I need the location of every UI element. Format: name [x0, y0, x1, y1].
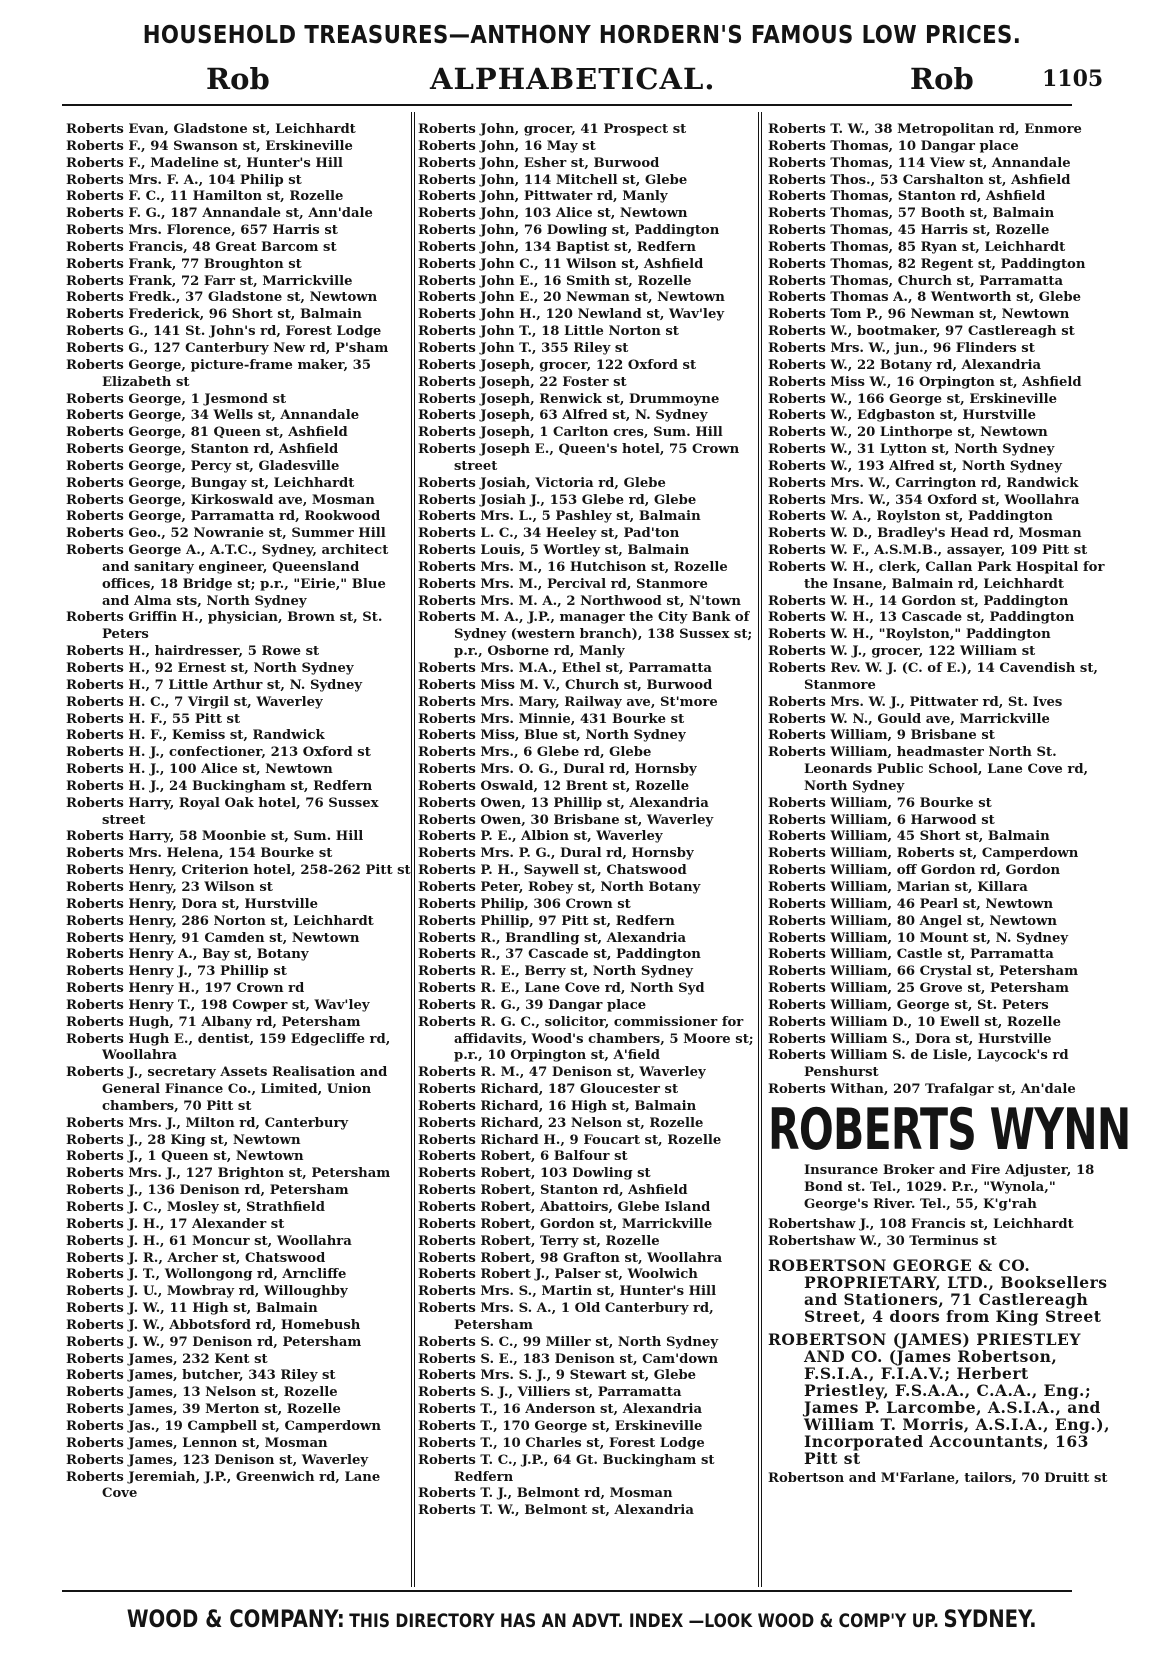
top-banner: HOUSEHOLD TREASURES—ANTHONY HORDERN'S FAMOUS LOW PRICES.	[142, 20, 1022, 49]
directory-entry: Roberts Mrs. W. J., Pittwater rd, St. Ives	[768, 694, 1063, 710]
footer-company: WOOD & COMPANY:	[127, 1605, 345, 1633]
directory-entry: Roberts Richard, 187 Gloucester st	[418, 1082, 679, 1098]
directory-entry: Roberts Philip, 306 Crown st	[418, 896, 631, 912]
directory-entry: Roberts Mrs. M., 16 Hutchison st, Rozelle	[418, 559, 728, 575]
directory-entry: Roberts H. J., 24 Buckingham st, Redfern	[66, 778, 373, 794]
directory-entry: Roberts Josiah J., 153 Glebe rd, Glebe	[418, 492, 697, 508]
directory-entry: Roberts H. J., confectioner, 213 Oxford st	[66, 745, 371, 761]
directory-entry: Roberts George, Bungay st, Leichhardt	[66, 475, 355, 491]
directory-entry: Roberts Geo., 52 Nowranie st, Summer Hill	[66, 526, 386, 542]
directory-entry: Roberts T. J., Belmont rd, Mosman	[418, 1486, 673, 1502]
directory-entry: Roberts Mrs. W., 354 Oxford st, Woollahra	[768, 492, 1080, 508]
footer-rule	[62, 1590, 1072, 1592]
directory-entry: Roberts James, Lennon st, Mosman	[66, 1435, 328, 1451]
directory-entry: Roberts Mrs. M., Percival rd, Stanmore	[418, 576, 708, 592]
directory-entry: Roberts J., 136 Denison rd, Petersham	[66, 1183, 349, 1199]
column-rule-1	[411, 112, 412, 1587]
directory-entry: Roberts J., 1 Queen st, Newtown	[66, 1149, 304, 1165]
directory-entry: Roberts Mrs. Florence, 657 Harris st	[66, 223, 338, 239]
directory-entry: Roberts William, headmaster North St. Leonards Public School, Lane Cove rd, North Sydney	[768, 745, 1089, 794]
column-rule-3	[758, 112, 759, 1587]
directory-entry: Roberts W. A., Roylston st, Paddington	[768, 509, 1053, 525]
directory-entry: Roberts W., bootmaker, 97 Castlereagh st	[768, 324, 1075, 340]
directory-entry: Roberts John, Pittwater rd, Manly	[418, 189, 668, 205]
directory-entry: Roberts T., 16 Anderson st, Alexandria	[418, 1402, 703, 1418]
directory-entry: Roberts Mrs. Minnie, 431 Bourke st	[418, 711, 685, 727]
directory-entry: Roberts W., Edgbaston st, Hurstville	[768, 408, 1036, 424]
column-3-entries	[768, 122, 1118, 1099]
footer	[0, 1605, 1164, 1633]
footer-middle: THIS DIRECTORY HAS AN ADVT. INDEX —LOOK WOOD & COMP'Y UP.	[349, 1610, 940, 1632]
directory-entry: Robertshaw W., 30 Terminus st	[768, 1234, 997, 1250]
directory-entry: Roberts Griffin H., physician, Brown st, St. Peters	[66, 610, 383, 643]
directory-entry: Roberts Tom P., 96 Newman st, Newtown	[768, 307, 1070, 323]
directory-entry: Roberts Thomas, 82 Regent st, Paddington	[768, 256, 1086, 272]
column-3-entries-final	[768, 1471, 1118, 1488]
directory-entry: Roberts M. A., J.P., manager the City Bank of Sydney (western branch), 138 Sussex st; p.r., Osborne rd, Manly	[418, 610, 753, 660]
directory-entry: Roberts W. N., Gould ave, Marrickville	[768, 711, 1050, 727]
directory-entry: Roberts Mrs. W., jun., 96 Flinders st	[768, 340, 1035, 356]
ad-roberts-wynn-title: ROBERTS WYNN	[768, 1096, 1131, 1163]
directory-entry: Roberts Phillip, 97 Pitt st, Redfern	[418, 913, 675, 929]
directory-entry: Roberts H., 92 Ernest st, North Sydney	[66, 661, 354, 676]
directory-entry: Roberts Francis, 48 Great Barcom st	[66, 239, 337, 255]
directory-entry: Roberts Richard, 23 Nelson st, Rozelle	[418, 1115, 704, 1131]
directory-entry: Roberts William, 25 Grove st, Petersham	[768, 981, 1069, 997]
directory-entry: Roberts Mrs. M. A., 2 Northwood st, N'town	[418, 593, 741, 609]
header-rule	[62, 104, 1072, 106]
directory-entry: Roberts S. C., 99 Miller st, North Sydney	[418, 1334, 719, 1350]
directory-entry: Roberts Frank, 72 Farr st, Marrickville	[66, 273, 353, 289]
directory-entry: Roberts Fredk., 37 Gladstone st, Newtown	[66, 290, 378, 306]
directory-entry: Roberts Mrs. S. J., 9 Stewart st, Glebe	[418, 1368, 697, 1384]
directory-entry: Roberts Joseph, 22 Foster st	[418, 374, 627, 390]
directory-entry: Roberts Owen, 13 Phillip st, Alexandria	[418, 795, 709, 811]
directory-entry: Roberts Evan, Gladstone st, Leichhardt	[66, 122, 356, 137]
directory-entry: Roberts William, Roberts st, Camperdown	[768, 846, 1079, 862]
directory-entry: Roberts John T., 355 Riley st	[418, 340, 629, 356]
directory-entry: Roberts W. H., 13 Cascade st, Paddington	[768, 610, 1075, 626]
directory-entry: Roberts George, Percy st, Gladesville	[66, 458, 340, 474]
directory-entry: Roberts F. G., 187 Annandale st, Ann'dale	[66, 206, 373, 222]
ad-robertson-james: ROBERTSON (JAMES) PRIESTLEY AND CO. (James Robertson, F.S.I.A., F.I.A.V.; Herbert Priestley, F.S.A.A., C.A.A., Eng.; James P. Larcombe, A.S.I.A., and William T. Morris, A.S.I.A., Eng.), Incorporated Accountants, 163 Pitt st	[768, 1330, 1110, 1469]
directory-entry: Roberts Mrs. Mary, Railway ave, St'more	[418, 694, 718, 710]
directory-entry: Roberts Henry, 286 Norton st, Leichhardt	[66, 913, 374, 929]
directory-entry: Roberts Joseph, Renwick st, Drummoyne	[418, 391, 720, 407]
directory-entry: Roberts T. W., Belmont st, Alexandria	[418, 1503, 694, 1519]
directory-entry: Roberts Josiah, Victoria rd, Glebe	[418, 475, 666, 491]
directory-entry: Roberts F., 94 Swanson st, Erskineville	[66, 138, 353, 154]
directory-entry: Roberts R. E., Lane Cove rd, North Syd	[418, 981, 705, 997]
directory-entry: Roberts John, 114 Mitchell st, Glebe	[418, 172, 688, 188]
directory-entry: Roberts Thomas A., 8 Wentworth st, Glebe	[768, 290, 1082, 306]
directory-entry: Roberts William, 46 Pearl st, Newtown	[768, 896, 1054, 912]
directory-entry: Roberts John T., 18 Little Norton st	[418, 324, 679, 340]
directory-entry: Roberts Robert, Gordon st, Marrickville	[418, 1216, 713, 1232]
directory-entry: Roberts T. W., 38 Metropolitan rd, Enmore	[768, 122, 1082, 137]
directory-entry: Roberts R., Brandling st, Alexandria	[418, 930, 687, 946]
directory-entry: Roberts J. C., Mosley st, Strathfield	[66, 1200, 326, 1215]
directory-entry: Roberts William, 45 Short st, Balmain	[768, 829, 1050, 845]
directory-entry: Roberts Richard H., 9 Foucart st, Rozelle	[418, 1132, 722, 1148]
directory-entry: Robertshaw J., 108 Francis st, Leichhardt	[768, 1217, 1074, 1233]
directory-entry: Roberts W., 193 Alfred st, North Sydney	[768, 458, 1062, 474]
directory-entry: Roberts T., 10 Charles st, Forest Lodge	[418, 1435, 705, 1451]
directory-entry: Roberts J. W., 11 High st, Balmain	[66, 1301, 318, 1317]
directory-entry: Roberts Richard, 16 High st, Balmain	[418, 1098, 697, 1114]
header-left: Rob	[206, 62, 270, 96]
directory-entry: Roberts Mrs. S. A., 1 Old Canterbury rd, Petersham	[418, 1301, 714, 1333]
directory-entry: Roberts Robert, 98 Grafton st, Woollahra	[418, 1250, 723, 1266]
directory-entry: Roberts William, 80 Angel st, Newtown	[768, 913, 1058, 929]
directory-entry: Roberts George, Kirkoswald ave, Mosman	[66, 492, 375, 508]
directory-entry: Roberts W. D., Bradley's Head rd, Mosman	[768, 526, 1082, 542]
directory-entry: Roberts William, 76 Bourke st	[768, 795, 992, 811]
directory-entry: Roberts Henry, Criterion hotel, 258-262 Pitt st	[66, 863, 411, 879]
directory-entry: Roberts Thomas, 57 Booth st, Balmain	[768, 206, 1055, 222]
directory-entry: Roberts Robert, 103 Dowling st	[418, 1166, 651, 1182]
directory-entry: Roberts R. M., 47 Denison st, Waverley	[418, 1065, 706, 1081]
directory-entry: Roberts Thos., 53 Carshalton st, Ashfield	[768, 172, 1071, 188]
directory-column-3	[768, 122, 1131, 1488]
page-number: 1105	[1042, 66, 1104, 92]
directory-entry: Roberts Mrs. J., Milton rd, Canterbury	[66, 1115, 349, 1131]
directory-entry: Roberts William, George st, St. Peters	[768, 997, 1049, 1013]
directory-entry: Roberts Oswald, 12 Brent st, Rozelle	[418, 778, 690, 794]
header-center: ALPHABETICAL.	[430, 62, 716, 96]
directory-entry: Roberts Mrs. S., Martin st, Hunter's Hill	[418, 1284, 717, 1300]
directory-entry: Roberts F., Madeline st, Hunter's Hill	[66, 155, 343, 171]
directory-entry: Roberts Robert, Abattoirs, Glebe Island	[418, 1200, 711, 1215]
directory-entry: Roberts James, butcher, 343 Riley st	[66, 1368, 336, 1384]
directory-entry: Roberts George, 81 Queen st, Ashfield	[66, 425, 348, 441]
directory-entry: Roberts H., hairdresser, 5 Rowe st	[66, 644, 320, 660]
directory-entry: Roberts W. F., A.S.M.B., assayer, 109 Pitt st	[768, 543, 1088, 559]
directory-entry: Roberts R. G., 39 Dangar place	[418, 997, 647, 1013]
column-rule-4	[761, 112, 762, 1587]
footer-city: SYDNEY.	[943, 1605, 1037, 1633]
directory-entry: Roberts Robert J., Palser st, Woolwich	[418, 1267, 698, 1283]
ad-roberts-wynn	[768, 1096, 1131, 1214]
directory-entry: Roberts S. E., 183 Denison st, Cam'down	[418, 1351, 719, 1367]
directory-entry: Roberts H. F., 55 Pitt st	[66, 711, 241, 727]
directory-entry: Roberts Henry, 23 Wilson st	[66, 879, 273, 895]
directory-entry: Roberts Miss W., 16 Orpington st, Ashfield	[768, 374, 1082, 390]
directory-entry: Roberts Mrs. O. G., Dural rd, Hornsby	[418, 762, 697, 778]
directory-entry: Roberts Henry H., 197 Crown rd	[66, 981, 305, 997]
directory-entry: Roberts J. U., Mowbray rd, Willoughby	[66, 1284, 348, 1300]
directory-entry: Roberts W., 22 Botany rd, Alexandria	[768, 357, 1042, 373]
directory-entry: Roberts John H., 120 Newland st, Wav'ley	[418, 307, 724, 323]
ad-robertson-george: ROBERTSON GEORGE & CO. PROPRIETARY, LTD., Booksellers and Stationers, 71 Castlereagh Street, 4 doors from King Street	[768, 1256, 1108, 1327]
directory-entry: Roberts Henry, Dora st, Hurstville	[66, 896, 318, 912]
header-right: Rob	[910, 62, 974, 96]
directory-entry: Roberts Harry, Royal Oak hotel, 76 Sussex street	[66, 795, 379, 828]
directory-entry: Roberts Thomas, 85 Ryan st, Leichhardt	[768, 239, 1066, 255]
directory-entry: Roberts Thomas, Church st, Parramatta	[768, 273, 1064, 289]
directory-entry: Roberts R. G. C., solicitor, commissioner for affidavits, Wood's chambers, 5 Moore st; p.r., 10 Orpington st, A'field	[418, 1014, 754, 1064]
directory-entry: Roberts William, 10 Mount st, N. Sydney	[768, 930, 1069, 946]
directory-entry: Roberts R., 37 Cascade st, Paddington	[418, 947, 701, 963]
directory-entry: Roberts James, 13 Nelson st, Rozelle	[66, 1385, 338, 1401]
directory-entry: Roberts Frank, 77 Broughton st	[66, 256, 302, 272]
directory-entry: Roberts William, off Gordon rd, Gordon	[768, 863, 1061, 879]
directory-entry: Roberts William, 9 Brisbane st	[768, 728, 995, 744]
directory-entry: Roberts T., 170 George st, Erskineville	[418, 1418, 703, 1434]
directory-entry: Roberts H. C., 7 Virgil st, Waverley	[66, 694, 323, 710]
directory-entry: Roberts James, 232 Kent st	[66, 1351, 268, 1367]
directory-entry: Roberts Jas., 19 Campbell st, Camperdown	[66, 1418, 381, 1434]
directory-entry: Roberts William, 66 Crystal st, Petersham	[768, 964, 1079, 980]
directory-entry: Roberts J. H., 17 Alexander st	[66, 1216, 285, 1232]
directory-entry: Roberts Miss, Blue st, North Sydney	[418, 728, 686, 744]
directory-entry: Roberts J., 28 King st, Newtown	[66, 1132, 301, 1148]
directory-entry: Roberts Hugh E., dentist, 159 Edgecliffe rd, Woollahra	[66, 1031, 391, 1064]
directory-entry: Roberts Thomas, Stanton rd, Ashfield	[768, 189, 1046, 205]
directory-entry: Roberts John, 134 Baptist st, Redfern	[418, 239, 696, 255]
directory-entry: Roberts Robert, Terry st, Rozelle	[418, 1233, 660, 1249]
directory-entry: Roberts William, Marian st, Killara	[768, 879, 1028, 895]
directory-entry: Roberts Peter, Robey st, North Botany	[418, 879, 701, 895]
directory-entry: Roberts Joseph E., Queen's hotel, 75 Crown street	[418, 442, 740, 474]
directory-column-2	[418, 122, 754, 1520]
directory-entry: Roberts John, Esher st, Burwood	[418, 155, 660, 171]
directory-entry: Roberts Thomas, 10 Dangar place	[768, 138, 1019, 154]
directory-entry: Roberts John, 103 Alice st, Newtown	[418, 206, 688, 222]
directory-entry: Roberts William S. de Lisle, Laycock's rd Penshurst	[768, 1048, 1069, 1081]
directory-entry: Roberts John E., 16 Smith st, Rozelle	[418, 273, 692, 289]
directory-entry: Roberts John, grocer, 41 Prospect st	[418, 122, 687, 137]
directory-entry: Roberts G., 127 Canterbury New rd, P'sham	[66, 340, 389, 356]
directory-entry: Roberts P. H., Saywell st, Chatswood	[418, 863, 687, 879]
directory-entry: Roberts William, 6 Harwood st	[768, 812, 995, 828]
directory-entry: Roberts W., 31 Lytton st, North Sydney	[768, 442, 1055, 458]
directory-entry: Roberts W. H., clerk, Callan Park Hospital for the Insane, Balmain rd, Leichhardt	[768, 559, 1105, 592]
directory-entry: Roberts William, Castle st, Parramatta	[768, 947, 1054, 963]
directory-entry: Roberts W. H., "Roylston," Paddington	[768, 627, 1051, 643]
directory-entry: Roberts J. W., 97 Denison rd, Petersham	[66, 1334, 362, 1350]
directory-entry: Roberts Hugh, 71 Albany rd, Petersham	[66, 1014, 361, 1030]
directory-entry: Roberts George, Parramatta rd, Rookwood	[66, 509, 381, 525]
directory-entry: Roberts John C., 11 Wilson st, Ashfield	[418, 256, 704, 272]
directory-entry: Roberts S. J., Villiers st, Parramatta	[418, 1385, 682, 1401]
directory-entry: Roberts Mrs. M.A., Ethel st, Parramatta	[418, 661, 712, 676]
directory-entry: Roberts Rev. W. J. (C. of E.), 14 Cavendish st, Stanmore	[768, 661, 1098, 693]
directory-entry: Roberts L. C., 34 Heeley st, Pad'ton	[418, 526, 680, 542]
directory-entry: Roberts William S., Dora st, Hurstville	[768, 1031, 1052, 1047]
directory-entry: Roberts Harry, 58 Moonbie st, Sum. Hill	[66, 829, 364, 845]
directory-entry: Roberts J. R., Archer st, Chatswood	[66, 1250, 326, 1266]
directory-entry: Robertson and M'Farlane, tailors, 70 Druitt st	[768, 1471, 1108, 1487]
directory-entry: Roberts W., 166 George st, Erskineville	[768, 391, 1057, 407]
directory-entry: Roberts Withan, 207 Trafalgar st, An'dale	[768, 1082, 1076, 1098]
directory-entry: Roberts Miss M. V., Church st, Burwood	[418, 677, 713, 693]
directory-entry: Roberts F. C., 11 Hamilton st, Rozelle	[66, 189, 344, 205]
directory-entry: Roberts J., secretary Assets Realisation and General Finance Co., Limited, Union chambers, 70 Pitt st	[66, 1065, 388, 1114]
directory-entry: Roberts Frederick, 96 Short st, Balmain	[66, 307, 362, 323]
directory-entry: Roberts George A., A.T.C., Sydney, architect and sanitary engineer, Queensland offices, 18 Bridge st; p.r., "Eirie," Blue and Alma sts, North Sydney	[66, 543, 389, 609]
directory-entry: Roberts Mrs. J., 127 Brighton st, Petersham	[66, 1166, 391, 1182]
directory-column-1	[66, 122, 411, 1503]
directory-entry: Roberts George, Stanton rd, Ashfield	[66, 442, 339, 458]
directory-entry: Roberts H. F., Kemiss st, Randwick	[66, 728, 325, 744]
directory-entry: Roberts J. H., 61 Moncur st, Woollahra	[66, 1233, 352, 1249]
directory-entry: Roberts Jeremiah, J.P., Greenwich rd, Lane Cove	[66, 1469, 381, 1502]
directory-entry: Roberts Thomas, 45 Harris st, Rozelle	[768, 223, 1050, 239]
directory-entry: Roberts Henry, 91 Camden st, Newtown	[66, 930, 360, 946]
directory-entry: Roberts W., 20 Linthorpe st, Newtown	[768, 425, 1048, 441]
directory-entry: Roberts John E., 20 Newman st, Newtown	[418, 290, 725, 306]
directory-entry: Roberts Henry T., 198 Cowper st, Wav'ley	[66, 997, 370, 1013]
column-rule-2	[414, 112, 415, 1587]
directory-entry: Roberts Joseph, 1 Carlton cres, Sum. Hill	[418, 425, 723, 441]
directory-entry: Roberts H. J., 100 Alice st, Newtown	[66, 762, 333, 778]
directory-entry: Roberts James, 123 Denison st, Waverley	[66, 1452, 369, 1468]
directory-entry: Roberts W. H., 14 Gordon st, Paddington	[768, 593, 1069, 609]
directory-entry: Roberts Mrs. Helena, 154 Bourke st	[66, 846, 333, 862]
directory-entry: Roberts Mrs. L., 5 Pashley st, Balmain	[418, 509, 701, 525]
directory-entry: Roberts H., 7 Little Arthur st, N. Sydney	[66, 677, 363, 693]
directory-entry: Roberts Joseph, 63 Alfred st, N. Sydney	[418, 408, 708, 424]
directory-entry: Roberts George, picture-frame maker, 35 Elizabeth st	[66, 357, 372, 390]
directory-entry: Roberts George, 34 Wells st, Annandale	[66, 408, 360, 424]
directory-entry: Roberts John, 16 May st	[418, 138, 596, 154]
directory-entry: Roberts Louis, 5 Wortley st, Balmain	[418, 543, 690, 559]
directory-entry: Roberts John, 76 Dowling st, Paddington	[418, 223, 720, 239]
directory-entry: Roberts William D., 10 Ewell st, Rozelle	[768, 1014, 1061, 1030]
directory-entry: Roberts Mrs. F. A., 104 Philip st	[66, 172, 302, 188]
directory-entry: Roberts W. J., grocer, 122 William st	[768, 644, 1036, 660]
directory-entry: Roberts T. C., J.P., 64 Gt. Buckingham st Redfern	[418, 1452, 715, 1485]
directory-entry: Roberts Henry A., Bay st, Botany	[66, 947, 309, 963]
directory-entry: Roberts Robert, Stanton rd, Ashfield	[418, 1183, 688, 1199]
column-3-entries-after-ad	[768, 1217, 1118, 1251]
directory-entry: Roberts Mrs., 6 Glebe rd, Glebe	[418, 745, 652, 761]
directory-entry: Roberts Mrs. P. G., Dural rd, Hornsby	[418, 846, 694, 862]
directory-entry: Roberts Owen, 30 Brisbane st, Waverley	[418, 812, 714, 828]
directory-entry: Roberts Henry J., 73 Phillip st	[66, 964, 287, 980]
directory-entry: Roberts P. E., Albion st, Waverley	[418, 829, 663, 845]
directory-entry: Roberts J. W., Abbotsford rd, Homebush	[66, 1317, 361, 1333]
directory-entry: Roberts Mrs. W., Carrington rd, Randwick	[768, 475, 1079, 491]
directory-entry: Roberts Joseph, grocer, 122 Oxford st	[418, 357, 697, 373]
directory-entry: Roberts G., 141 St. John's rd, Forest Lodge	[66, 324, 382, 340]
directory-entry: Roberts J. T., Wollongong rd, Arncliffe	[66, 1267, 347, 1283]
directory-entry: Roberts Thomas, 114 View st, Annandale	[768, 155, 1071, 171]
directory-entry: Roberts Robert, 6 Balfour st	[418, 1149, 628, 1165]
directory-entry: Roberts R. E., Berry st, North Sydney	[418, 964, 693, 980]
directory-entry: Roberts George, 1 Jesmond st	[66, 391, 287, 407]
ad-roberts-wynn-text: Insurance Broker and Fire Adjuster, 18 Bond st. Tel., 1029. P.r., "Wynola," George's River. Tel., 55, K'g'rah	[804, 1162, 1095, 1212]
directory-entry: Roberts James, 39 Merton st, Rozelle	[66, 1402, 341, 1418]
